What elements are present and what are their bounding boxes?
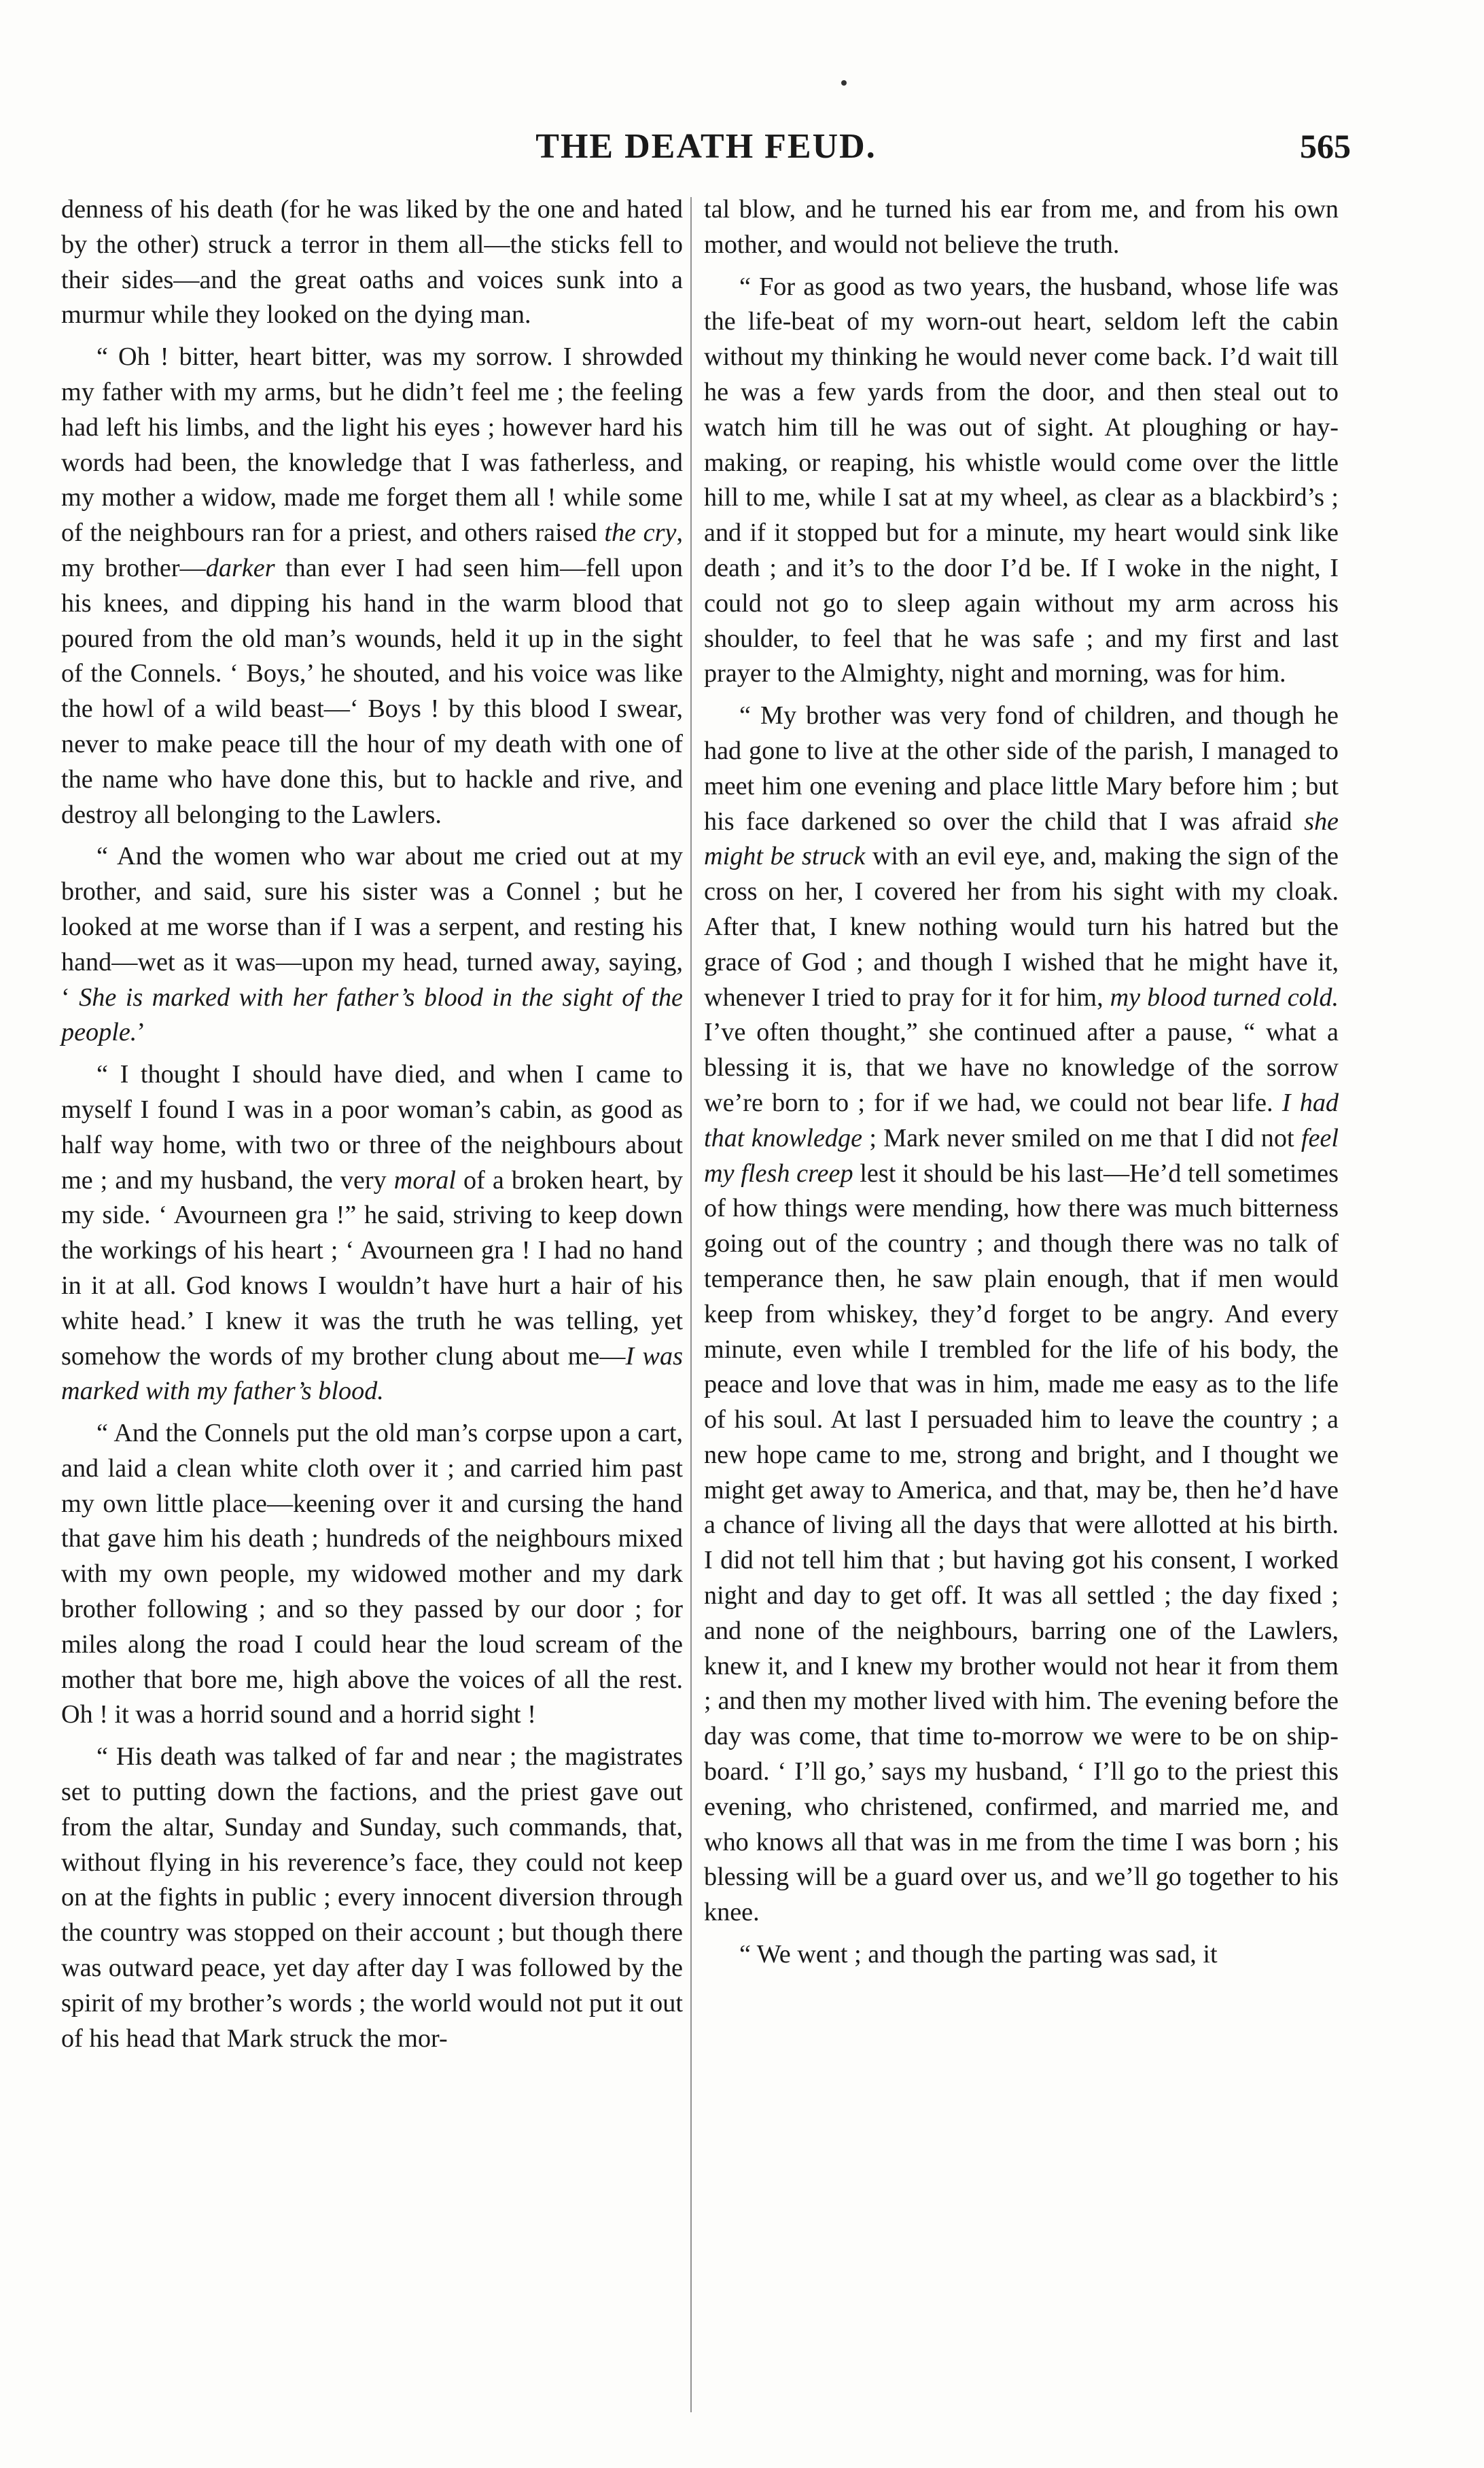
paragraph — [61, 839, 683, 1051]
left-column — [61, 192, 683, 2056]
text-run: “ And the Connels put the old man’s corpse upon a cart, and laid a clean white cloth over it ; and carried him past my own little place—keening over it and cursing the hand that gave him his death ; hundreds of the neighbours mixed with my own people, my widowed mother and my dark brother following ; and so they passed by our door ; for miles along the road I could hear the loud scream of the mother that bore me, high above the voices of all the rest. Oh ! it was a horrid sound and a horrid sight ! — [61, 1419, 683, 1729]
text-run: lest it should be his last—He’d tell sometimes of how things were mending, how there was much bitterness going out of the country ; and though there was no talk of temperance then, he saw plain enough, that if men would keep from whiskey, they’d forget to be angry. And every minute, even while I trembled for the life of his body, the peace and love that was in him, made me easy as to the life of his soul. At last I persuaded him to leave the country ; a new hope came to me, strong and bright, and I thought we might get away to America, and that, may be, then he’d have a chance of living all the days that were allotted at his birth. I did not tell him that ; but having got his consent, I worked night and day to get off. It was all settled ; the day fixed ; and none of the neighbours, barring one of the Lawlers, knew it, and I knew my brother would not hear it from them ; and then my mother lived with him. The evening before the day was come, that time to-morrow we were to be on ship-board. ‘ I’ll go,’ says my husband, ‘ I’ll go to the priest this evening, who christened, confirmed, and married me, and who knows all that was in me from the time I was born ; his blessing will be a guard over us, and we’ll go together to his knee. — [704, 1159, 1339, 1927]
paragraph — [61, 340, 683, 832]
running-title: THE DEATH FEUD. — [535, 127, 877, 166]
text-run: with an evil eye, and, making the sign of the cross on her, I covered her from his sight with my cloak. After that, I knew nothing would turn his hatred but the grace of God ; and though I wished that he might have it, whenever I tried to pray for it for him, — [704, 842, 1339, 1012]
text-run: ; Mark never smiled on me that I did not — [862, 1123, 1301, 1152]
italic-run: moral — [393, 1165, 456, 1195]
text-run: I’ve often thought,” she continued after a pause, “ what a blessing it is, that we have no knowledge of the sorrow we’re born to ; for if we had, we could not bear life. — [704, 1018, 1339, 1117]
text-run: ’ — [137, 1018, 146, 1047]
paragraph — [704, 1937, 1339, 1973]
paragraph — [61, 1740, 683, 2056]
column-divider — [690, 197, 692, 2412]
text-run: “ We went ; and though the parting was sad, it — [739, 1940, 1218, 1969]
italic-run: darker — [205, 553, 275, 582]
text-run: “ Oh ! bitter, heart bitter, was my sorrow. I shrowded my father with my arms, but he didn’t feel me ; the feeling had left his limbs, and the light his eyes ; however hard his words had been, the knowledge that I was fatherless, and my mother a widow, made me forget them all ! while some of the neighbours ran for a priest, and others raised — [61, 342, 683, 548]
italic-run: I was marked with my father’s blood. — [61, 1341, 683, 1406]
text-run: “ I thought I should have died, and when I came to myself I found I was in a poor woman’s cabin, as good as half way home, with two or three of the neighbours about me ; and my husband, the very — [61, 1060, 683, 1195]
right-column — [704, 192, 1339, 1973]
paragraph — [704, 270, 1339, 692]
text-run: “ My brother was very fond of children, and though he had gone to live at the other side of the parish, I managed to meet him one evening and place little Mary before him ; but his face darkened so over the child that I was afraid — [704, 701, 1339, 836]
text-run: , my brother— — [61, 518, 683, 582]
paragraph — [704, 192, 1339, 263]
text-run: denness of his death (for he was liked by the one and hated by the other) struck a terror in them all—the sticks fell to their sides—and the great oaths and voices sunk into a murmur while they looked on the dying man. — [61, 195, 683, 330]
ink-speck — [841, 80, 847, 86]
italic-run: feel my flesh creep — [704, 1123, 1339, 1188]
text-run: “ For as good as two years, the husband, whose life was the life-beat of my worn-out heart, seldom left the cabin without my thinking he would never come back. I’d wait till he was a few yards from the door, and then steal out to watch him till he was out of sight. At ploughing or hay-making, or reaping, his whistle would come over the little hill to me, while I sat at my wheel, as clear as a blackbird’s ; and if it stopped but for a minute, my heart would sink like death ; and it’s to the door I’d be. If I woke in the night, I could not go to sleep again without my arm across his shoulder, to feel that he was safe ; and my first and last prayer to the Almighty, night and morning, was for him. — [704, 272, 1339, 688]
italic-run: the cry — [604, 518, 677, 548]
paragraph — [704, 699, 1339, 1931]
paragraph — [61, 192, 683, 333]
running-header — [61, 120, 1351, 181]
italic-run: I had that knowledge — [704, 1088, 1339, 1152]
text-run: than ever I had seen him—fell upon his knees, and dipping his hand in the warm blood that poured from the old man’s wounds, held it up in the sight of the Connels. ‘ Boys,’ he shouted, and his voice was like the howl of a wild beast—‘ Boys ! by this blood I swear, never to make peace till the hour of my death with one of the name who have done this, but to hackle and rive, and destroy all belonging to the Lawlers. — [61, 553, 683, 829]
text-run: tal blow, and he turned his ear from me, and from his own mother, and would not believe the truth. — [704, 195, 1339, 259]
paragraph — [61, 1416, 683, 1733]
paragraph — [61, 1057, 683, 1409]
italic-run: She is marked with her father’s blood in the sight of the people. — [61, 983, 684, 1047]
page-number: 565 — [1300, 127, 1351, 165]
text-run: “ And the women who war about me cried out at my brother, and said, sure his sister was a Connel ; but he looked at me worse than if I was a serpent, and resting his hand—wet as it was—upon my head, turned away, saying, ‘ — [61, 842, 683, 1012]
italic-run: my blood turned cold. — [1110, 983, 1339, 1012]
text-run: of a broken heart, by my side. ‘ Avourneen gra !” he said, striving to keep down the workings of his heart ; ‘ Avourneen gra ! I had no hand in it at all. God knows I wouldn’t have hurt a hair of his white head.’ I knew it was the truth he was telling, yet somehow the words of my brother clung about me— — [61, 1165, 684, 1371]
text-run: “ His death was talked of far and near ; the magistrates set to putting down the factions, and the priest gave out from the altar, Sunday and Sunday, such commands, that, without flying in his reverence’s face, they could not keep on at the fights in public ; every innocent diversion through the country was stopped on their account ; but though there was outward peace, yet day after day I was followed by the spirit of my brother’s words ; the world would not put it out of his head that Mark struck the mor- — [61, 1742, 683, 2053]
italic-run: she might be struck — [704, 807, 1339, 871]
